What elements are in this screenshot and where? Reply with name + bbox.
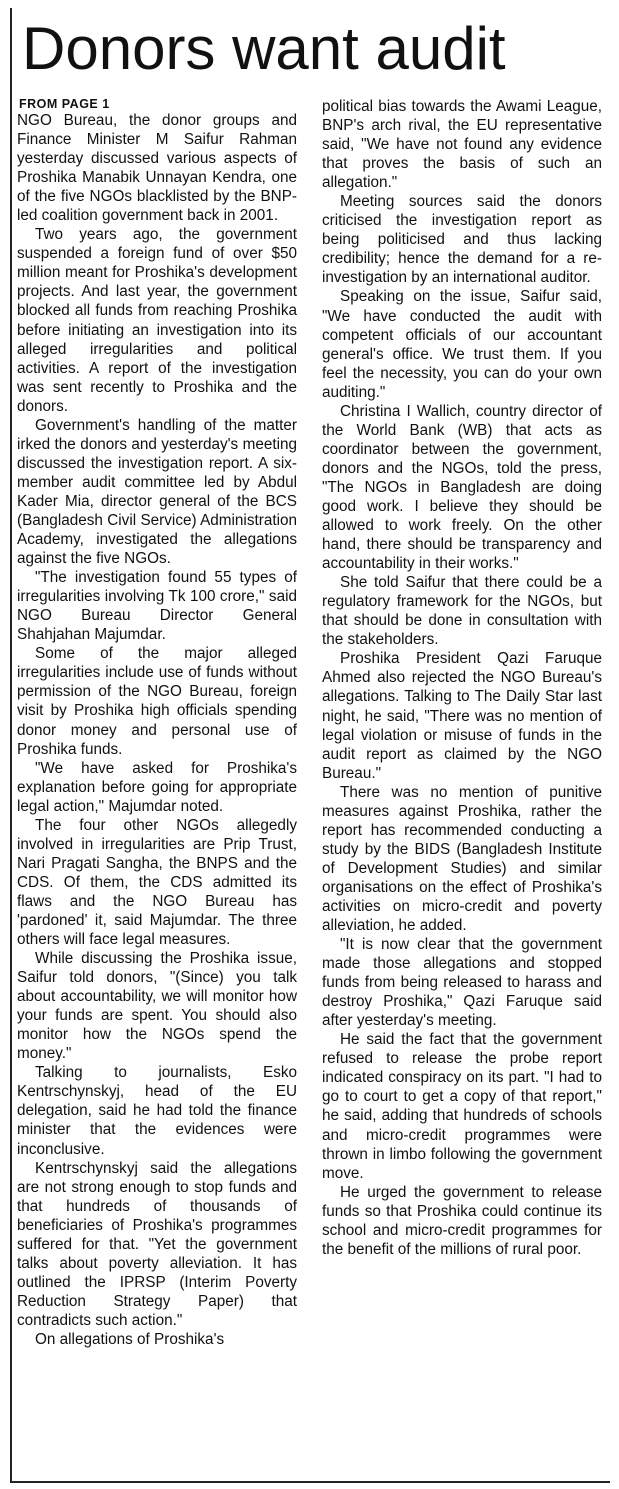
paragraph: Christina I Wallich, country director of the World Bank (WB) that acts as coordinator between the government, donors and the NGOs, told the press, "The NGOs in Bangladesh are doing good work. I believe they should be allowed to work freely. On the other hand, there should be transparency and accountability in their works." <box>322 402 602 573</box>
paragraph: Government's handling of the matter irked the donors and yesterday's meeting discussed the investigation report. A six-member audit committee led by Abdul Kader Mia, director general of the BCS (Bangladesh Civil Service) Administration Academy, investigated the allegations against the five NGOs. <box>17 416 297 568</box>
paragraph: "The investigation found 55 types of irregularities involving Tk 100 crore," said NGO Bureau Director General Shahjahan Majumdar. <box>17 569 297 644</box>
paragraph: "We have asked for Proshika's explanation before going for appropriate legal action," Majumdar noted. <box>17 759 297 815</box>
paragraph: "It is now clear that the government made those allegations and stopped funds from being released to harass and destroy Proshika," Qazi Faruque said after yesterday's meeting. <box>322 936 602 1030</box>
paragraph: He said the fact that the government refused to release the probe report indicated conspiracy on its part. "I had to go to court to get a copy of that report," he said, adding that hundreds of schools and micro-credit programmes were thrown in limbo following the government move. <box>322 1031 602 1182</box>
paragraph: NGO Bureau, the donor groups and Finance Minister M Saifur Rahman yesterday discussed various aspects of Proshika Manabik Unnayan Kendra, one of the five NGOs blacklisted by the BNP-led coalition government back in 2001. <box>17 112 297 225</box>
paragraph: Two years ago, the government suspended a foreign fund of over $50 million meant for Proshika's development projects. And last year, the government blocked all funds from reaching Proshika before initiating an investigation into its alleged irregularities and political activities. A report of the investigation was sent recently to Proshika and the donors. <box>17 226 297 415</box>
paragraph: On allegations of Proshika's <box>35 1331 225 1348</box>
bottom-border-rule <box>10 1481 610 1483</box>
paragraph: Proshika President Qazi Faruque Ahmed also rejected the NGO Bureau's allegations. Talking to The Daily Star last night, he said, "There was no mention of legal violation or misuse of funds in the audit report as claimed by the NGO Bureau." <box>322 650 602 782</box>
paragraph: Kentrschynskyj said the allegations are not strong enough to stop funds and that hundreds of thousands of beneficiaries of Proshika's programmes suffered for that. "Yet the government talks about poverty alleviation. It has outlined the IPRSP (Interim Poverty Reduction Strategy Paper) that contradicts such action." <box>17 1159 297 1329</box>
dateline: FROM PAGE 1 <box>19 97 110 111</box>
right-column <box>322 97 602 1259</box>
left-column <box>17 97 297 1349</box>
paragraph: While discussing the Proshika issue, Saifur told donors, "(Since) you talk about accountability, we will monitor how your funds are spent. You should also monitor how the NGOs spend the money." <box>17 950 297 1063</box>
left-border-rule <box>10 8 12 1483</box>
paragraph: He urged the government to release funds so that Proshika could continue its school and micro-credit programmes for the benefit of the millions of rural poor. <box>322 1183 602 1258</box>
paragraph: Talking to journalists, Esko Kentrschynskyj, head of the EU delegation, said he had told the finance minister that the evidences were inconclusive. <box>17 1064 297 1158</box>
paragraph: Some of the major alleged irregularities include use of funds without permission of the NGO Bureau, foreign visit by Proshika high officials spending donor money and personal use of Proshika funds. <box>17 645 297 758</box>
paragraph: She told Saifur that there could be a regulatory framework for the NGOs, but that should be done in consultation with the stakeholders. <box>322 574 602 649</box>
paragraph: The four other NGOs allegedly involved in irregularities are Prip Trust, Nari Pragati Sangha, the BNPS and the CDS. Of them, the CDS admitted its flaws and the NGO Bureau has 'pardoned' it, said Majumdar. The three others will face legal measures. <box>17 816 297 949</box>
paragraph: Speaking on the issue, Saifur said, "We have conducted the audit with competent officials of our accountant general's office. We trust them. If you feel the necessity, you can do your own auditing." <box>322 288 602 401</box>
paragraph: political bias towards the Awami League, BNP's arch rival, the EU representative said, "We have not found any evidence that proves the basis of such an allegation." <box>322 98 602 192</box>
paragraph: Meeting sources said the donors criticised the investigation report as being politicised and thus lacking credibility; hence the demand for a re-investigation by an international auditor. <box>322 193 602 287</box>
headline: Donors want audit <box>22 15 506 82</box>
paragraph: There was no mention of punitive measures against Proshika, rather the report has recommended conducting a study by the BIDS (Bangladesh Institute of Development Studies) and similar organisations on the effect of Proshika's activities on micro-credit and poverty alleviation, he added. <box>322 783 602 935</box>
